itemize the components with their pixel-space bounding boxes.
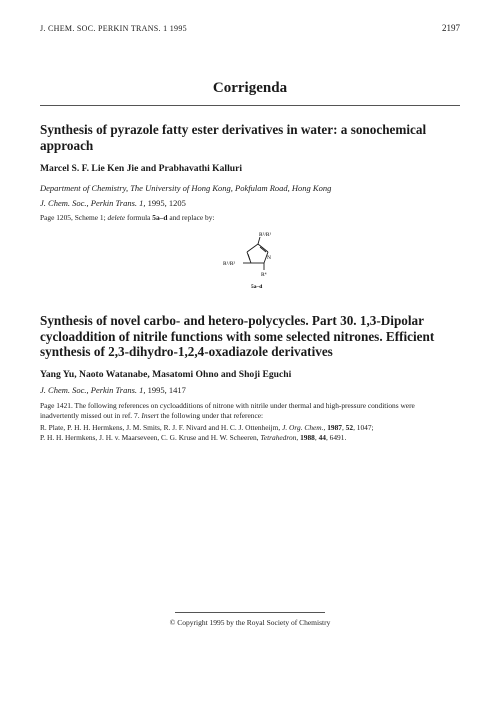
bond-c4-c3 [247,244,258,252]
article1-authors: Marcel S. F. Lie Ken Jie and Prabhavathi Kalluri [40,163,243,174]
page-number: 2197 [442,23,460,33]
article1-title-line1: Synthesis of pyrazole fatty ester derivatives in water: a sonochemical [40,122,427,137]
article2-title-line3: synthesis of 2,3-dihydro-1,2,4-oxadiazole derivatives [40,344,333,359]
section-title: Corrigenda [212,80,288,96]
article2-note-line2b: the following under that reference: [158,411,264,420]
article2-reference [40,385,186,395]
article1-ref-journal: J. Chem. Soc., Perkin Trans. 1, [40,198,146,208]
reference-hermkens: P. H. H. Hermkens, J. H. v. Maarseveen, C. G. Kruse and H. W. Scheeren, Tetrahedron, 1988, 44, 6491. [40,433,347,442]
ref2-authors: P. H. H. Hermkens, J. H. v. Maarseveen, C. G. Kruse and H. W. Scheeren, [40,433,261,442]
article2-references [40,423,465,443]
article2-note-insert: Insert [141,411,159,420]
article1-note-part3: and replace by: [167,213,215,222]
ref2-year: 1988 [300,433,315,442]
article2-authors: Yang Yu, Naoto Watanabe, Masatomi Ohno and Shoji Eguchi [40,369,292,380]
article2-title [40,313,465,360]
article1-note-formula: 5a–d [152,213,168,222]
ref2-journal: Tetrahedron [260,433,297,442]
article1-note-part1: Page 1205, Scheme 1; [40,213,108,222]
article2-note [40,401,465,421]
article1-note-part2: formula [125,213,153,222]
reference-plate: R. Plate, P. H. H. Hermkens, J. M. Smits, R. J. F. Nivard and H. C. J. Ottenheijm, J. Org. Chem., 1987, 52, 1047; [40,423,374,432]
ref1-authors: R. Plate, P. H. H. Hermkens, J. M. Smits, R. J. F. Nivard and H. C. J. Ottenheijm, [40,423,283,432]
ref2-volume: 44 [318,433,326,442]
ref1-year: 1987 [327,423,342,432]
article1-reference [40,198,186,208]
article1-title-line2: approach [40,137,94,153]
article1-affiliation: Department of Chemistry, The University of Hong Kong, Pokfulam Road, Hong Kong [40,183,332,193]
article2-ref-rest: 1995, 1417 [145,385,186,395]
double-bond-c5-c4 [248,254,250,260]
ref1-journal: J. Org. Chem. [282,423,324,432]
bond-c3-substituent [258,237,260,244]
ref2-page: 6491. [329,433,347,442]
ref1-volume: 52 [345,423,354,432]
article2-title-line1: Synthesis of novel carbo- and hetero-polycycles. Part 30. 1,3-Dipolar [40,313,424,328]
atom-n2: N [267,255,271,261]
article2-note-line2a: inadvertently missed out in ref. 7. [40,411,142,420]
running-header: J. CHEM. SOC. PERKIN TRANS. 1 1995 [40,24,187,33]
article2-title-line2: cycloaddition of nitrile functions with some selected nitrones. Efficient [40,328,435,344]
article1-note [40,213,465,223]
pyrazole-structure [220,228,290,300]
section-divider [40,105,460,106]
article2-ref-journal: J. Chem. Soc., Perkin Trans. 1, [40,385,146,395]
ref1-page: 1047; [356,423,374,432]
article1-ref-rest: 1995, 1205 [145,198,186,208]
article2-note-line1: Page 1421. The following references on cycloadditions of nitrone with nitrile under thermal and high-pressure conditions were [40,401,415,410]
article1-note-delete: delete [107,213,126,222]
article1-title [40,122,465,153]
copyright-notice: © Copyright 1995 by the Royal Society of Chemistry [169,618,331,627]
substituent-top: R²/R¹ [259,232,272,238]
pyrazole-ring [243,237,268,270]
bond-c3-n2 [258,244,268,252]
article2-note-line2 [40,411,465,421]
substituent-left: R¹/R² [223,261,236,267]
substituent-n1: R⁴ [261,272,267,278]
footer-divider [175,612,325,613]
structure-label: 5a–d [251,284,263,290]
